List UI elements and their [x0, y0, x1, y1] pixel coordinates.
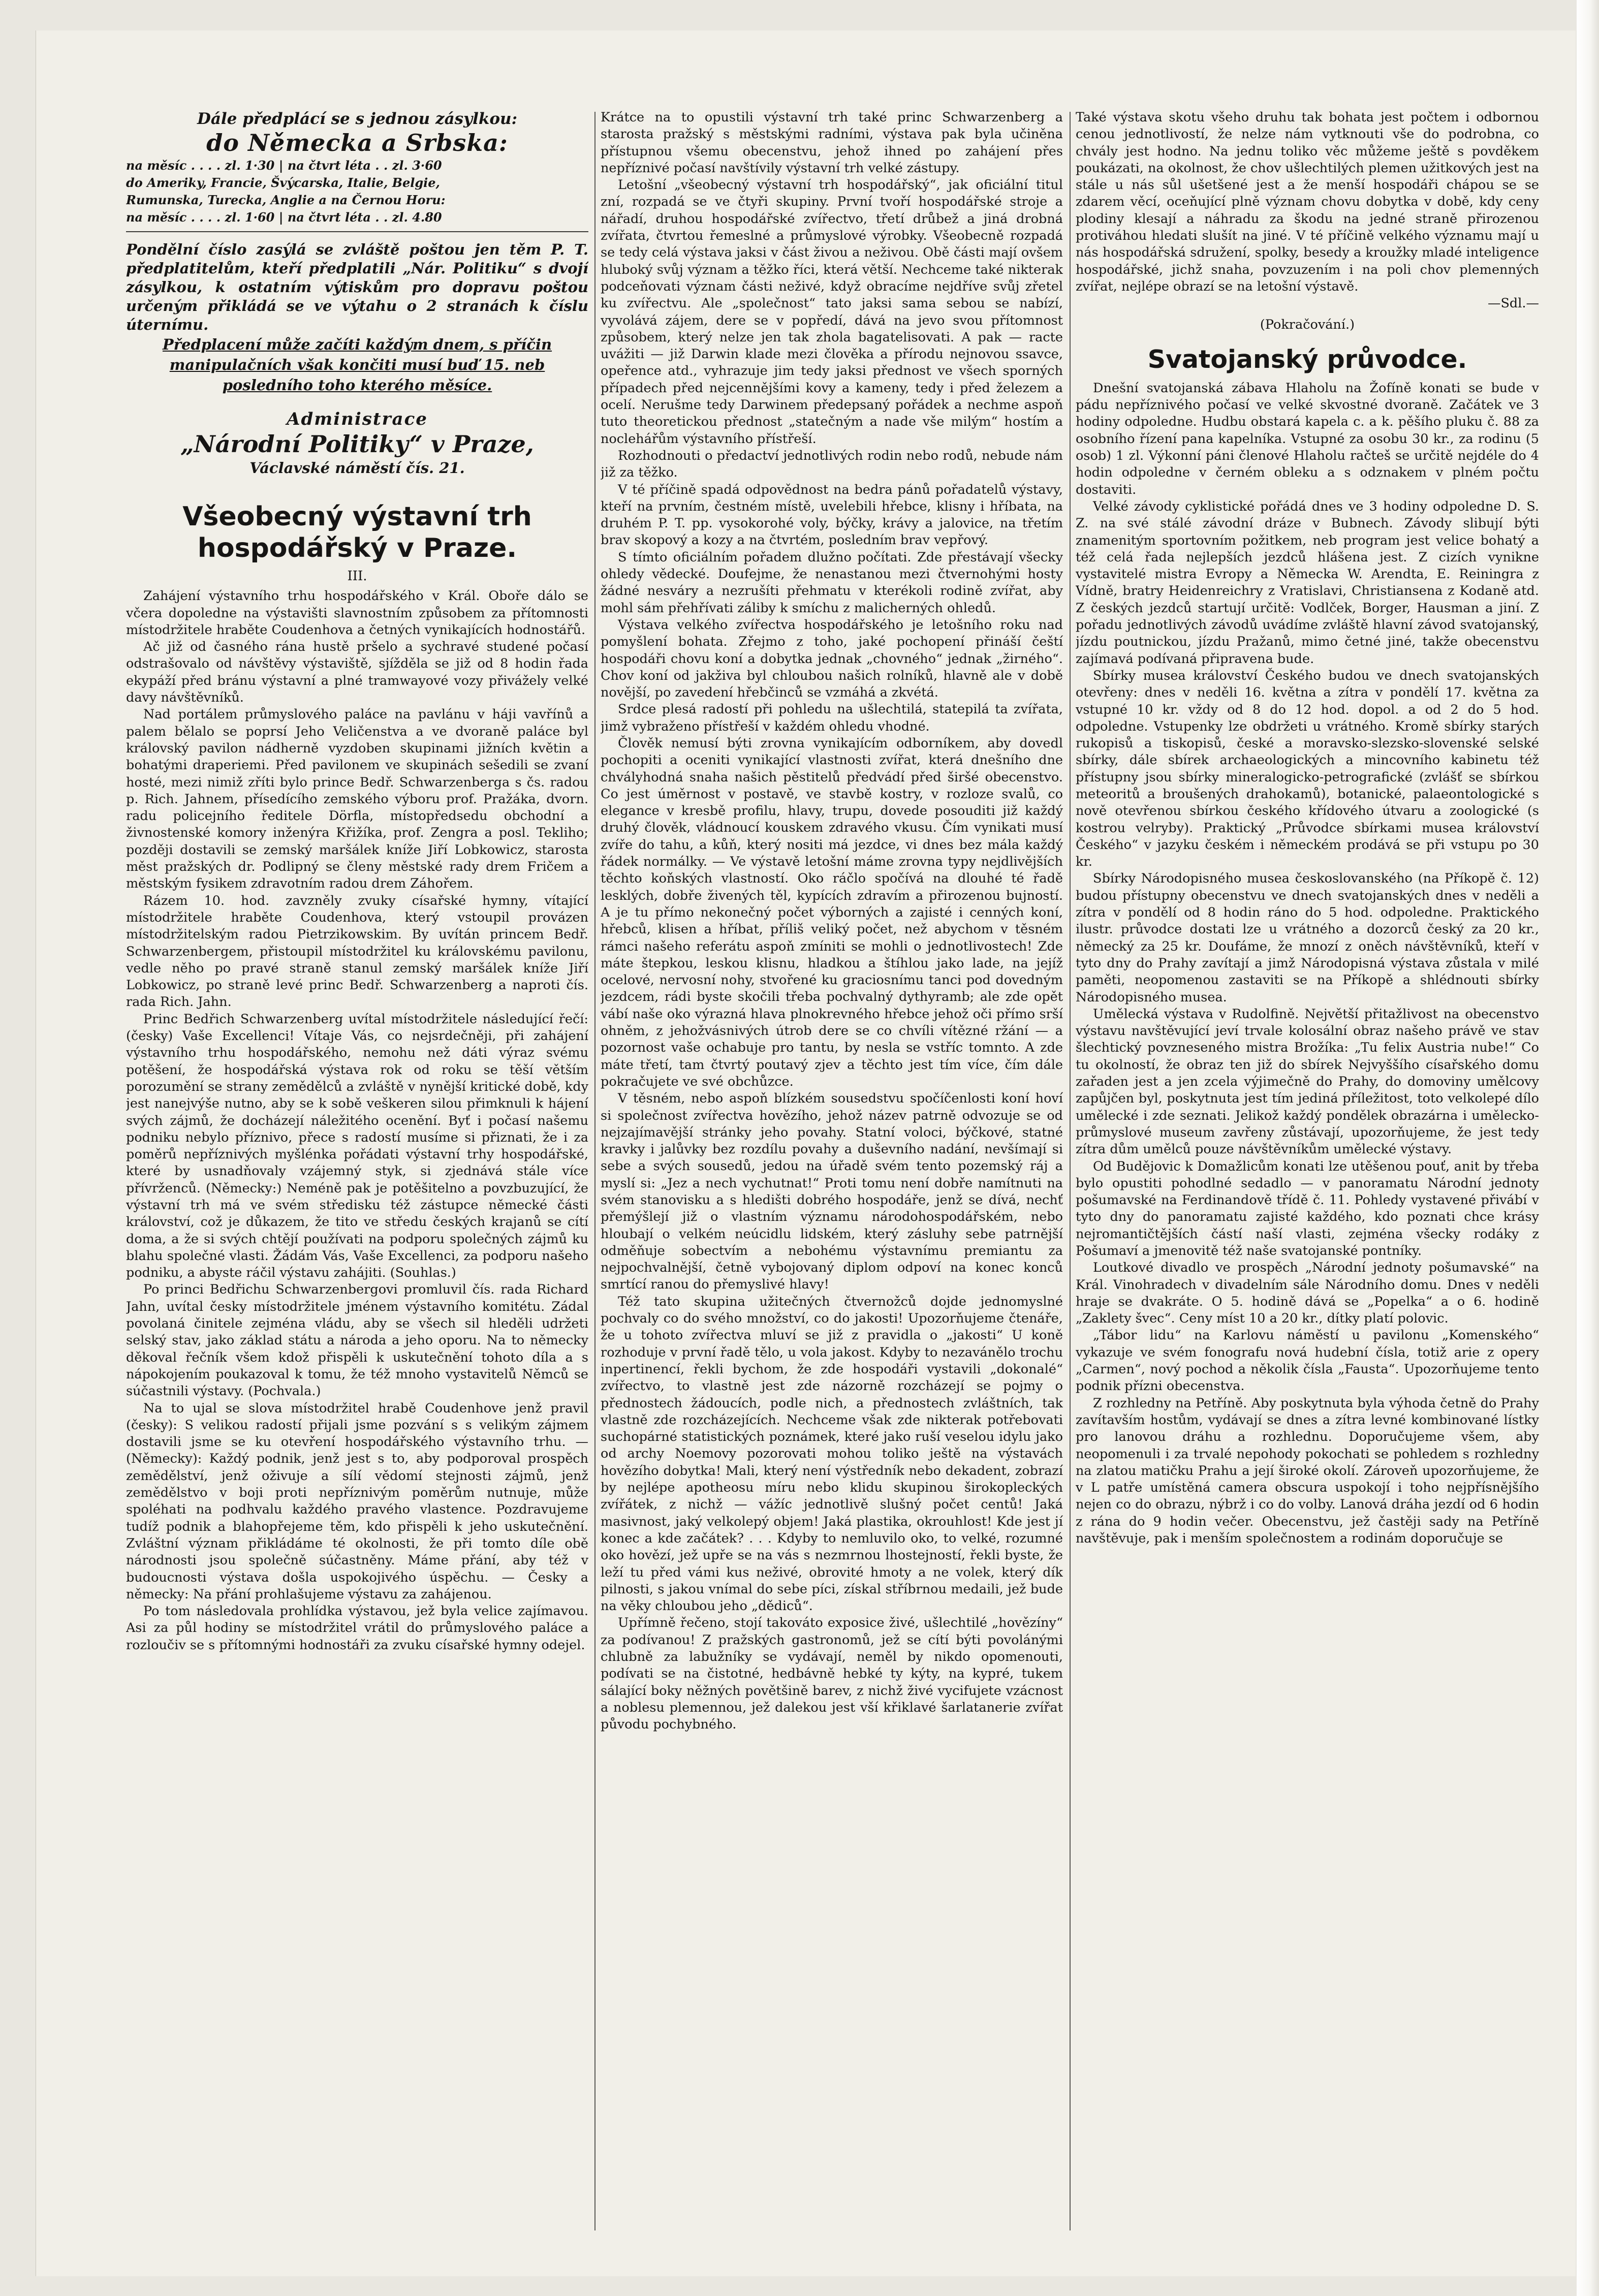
subscription-price-line: na měsíc . . . . zl. 1·30 | na čtvrt léta . . zl. 3·60 [126, 158, 442, 173]
article-signature: —Sdl.— [1487, 296, 1539, 311]
article-paragraph: „Tábor lidu“ na Karlovu náměstí u pavilonu „Komenského“ vykazuje ve svém fonografu nová hudební čísla, totiž arie z opery „Carmen“, nový pochod a několik čísla „Fausta“. Upozorňujeme tento podnik přízni obecenstva. [1076, 1328, 1539, 1394]
subscription-heading: do Německa a Srbska: [206, 129, 508, 156]
article-paragraph: Krátce na to opustili výstavní trh také princ Schwarzenberg a starosta pražský s městskými radními, výstava pak byla učiněna přístupnou všemu obecenstvu, jehož ihned po zahájení přes nepříznivé počasí navštívily výstavní trh velké zástupy. [601, 110, 1063, 176]
subscription-countries: Rumunska, Turecka, Anglie a na Černou Horu: [126, 193, 446, 207]
section-number: III. [347, 569, 367, 584]
article-paragraph: Rázem 10. hod. zavzněly zvuky císařské hymny, vítající místodržitele hraběte Coudenhova, který vstoupil provázen místodržitelským radou Pietrzikowskim. By uvítán princem Bedř. Schwarzenbergem, přistoupil místodržitel ku královskému pavilonu, vedle něho po pravé straně stanul zemský maršálek kníže Jiří Lobkowicz, po straně levé princ Bedř. Schwarzenberg a naproti čís. rada Rich. Jahn. [126, 893, 588, 1010]
subscription-box [126, 109, 588, 395]
divider [126, 231, 588, 232]
administration-name: „Národní Politiky“ v Praze, [180, 430, 534, 458]
article-paragraph: Od Budějovic k Domažlicům konati lze utěšenou pouť, anit by třeba bylo opustiti pohodlné sedadlo — v panoramatu Národní jednoty pošumavské na Ferdinandově třídě č. 11. Pohledy vystavené přivábí v tyto dny do panoramatu zajisté každého, kdo poznati chce krásy nejromantičtějších částí naší vlasti, zejména všecky rodáky z Pošumaví a jmenovitě též naše svatojanské pontníky. [1076, 1158, 1539, 1259]
article-paragraph: Po tom následovala prohlídka výstavou, jež byla velice zajímavou. Asi za půl hodiny se místodržitel vrátil do průmyslového paláce a rozloučiv se s přítomnými hodnostáři za zvuku císařské hymny odejel. [126, 1603, 588, 1653]
subscription-rule: manipulačních však končiti musí buď 15. neb [169, 356, 545, 373]
article-paragraph: Také výstava skotu všeho druhu tak bohata jest počtem i odbornou cenou jednotlivostí, že nelze nám vytknouti vše do podrobna, co chvály jest hodno. Na jednu toliko věc můžeme ještě s povděkem poukázati, na okolnost, že chov ušlechtilých plemen užitkových jest na stále u nás sůl ušetšené jest a že menší hospodáři chápou se se zdarem věcí, oceňující plně význam chovu dobytka v době, kdy ceny plodiny klesají a náhradu za škodu na jedné straně přirozenou protiváhou hledati slušít na jiné. V té příčině velkého významu mají u nás hospodářská sdružení, spolky, besedy a kroužky mladé inteligence hospodářské, jichž snaha, povzuzením i na poli chov plemenných zvířat, nejlépe obrazí se na letošní výstavě. [1076, 110, 1539, 294]
article-paragraph: Ač již od časného rána hustě pršelo a sychravé studené počasí odstrašovalo od návštěvy výstaviště, sjížděla se již od 8 hodin řada ekypáží před bránu výstavní a plné tramwayové vozy přivážely velké davy návštěvníků. [126, 639, 588, 706]
article-title: Svatojanský průvodce. [1147, 344, 1467, 374]
subscription-price-line: na měsíc . . . . zl. 1·60 | na čtvrt léta . . zl. 4.80 [126, 210, 442, 225]
article-paragraph: Sbírky Národopisného musea českoslovanského (na Příkopě č. 12) budou přístupny obecenstvu ve dnech svatojanských dnes v neděli a zítra v pondělí od 8 hodin ráno do 5 hod. odpoledne. Praktického ilustr. průvodce dostati lze u vrátného a dozorců český za 20 kr., německý za 25 kr. Doufáme, že mnozí z oněch návštěvníků, kteří v tyto dny do Prahy zavítají a jimž Národopisná výstava zůstala v milé paměti, neopomenou zastaviti se na Příkopě a shlédnouti sbírky Národopisného musea. [1076, 871, 1539, 1005]
administration-label: Administrace [287, 409, 428, 429]
article-paragraph: Umělecká výstava v Rudolfině. Největší přitažlivost na obecenstvo výstavu navštěvující jeví trvale kolosální obraz našeho právě ve stav šlechtický povzneseného mistra Brožíka: „Tu felix Austria nube!“ Co tu okolností, že obraz ten již do sbírek Nejvyššího císařského domu zařaden jest a jen zcela výjimečně do Prahy, do domoviny umělcovy zapůjčen byl, poskytnuta jest tím jediná příležitost, toto velkolepé dílo umělecké i zde seznati. Jelikož každý pondělek obrazárna i umělecko-průmyslové museum zavřeny zůstávají, upozorňujeme, že jest tedy zítra dům umělců pouze návštěvníkům umělecké výstavy. [1076, 1006, 1539, 1157]
subscription-countries: do Ameriky, Francie, Švýcarska, Italie, Belgie, [126, 175, 440, 190]
subscription-rule: Předplacení může začíti každým dnem, s příčin [162, 336, 552, 353]
article-paragraph: Z rozhledny na Petříně. Aby poskytnuta byla výhoda četně do Prahy zavítavším hostům, vydávají se dnes a zítra levné kombinované lístky pro lanovou dráhu a rozhlednu. Doporučujeme všem, aby neopomenuli i za trvalé nepohody pokochati se pohledem s rozhledny na zlatou matičku Prahu a její široké okolí. Zároveň upozorňujeme, že v L patře umístěná camera obscura uspokojí i toho nejpřísnějšího nejen co do obrazu, nýbrž i co do volby. Lanová dráha jezdí od 6 hodin z rána do 9 hodin večer. Obecenstvu, jež častěji sady na Petříně navštěvuje, pak i menším společnostem a rodinám doporučuje se [1076, 1395, 1539, 1547]
column-2 [601, 109, 1063, 2233]
article-paragraph: S tímto oficiálním pořadem dlužno počítati. Zde přestávají všecky ohledy vědecké. Doufejme, že nenastanou mezi čtvernohými hosty žádné nesváry a nezrušíti přehmatu v kterékoli rodině zvířat, aby mohl sám přehřívati záliby k smíchu z malicherných ohledů. [601, 549, 1063, 616]
article-paragraph: Sbírky musea království Českého budou ve dnech svatojanských otevřeny: dnes v neděli 16. května a zítra v pondělí 17. května za vstupné 10 kr. vždy od 8 do 12 hod. dopol. a od 2 do 5 hod. odpoledne. Vstupenky lze obdržeti u vrátného. Kromě sbírky starých rukopisů a tiskopisů, české a moravsko-slezsko-slovenské selské sbírky, dále sbírek archaeologických a mincovního kabinetu též přístupny jsou sbírky mineralogicko-petrografické (zvlášť se sbírkou meteoritů a broušených drahokamů), botanické, palaeontologické s nově otevřenou sbírkou českého křídového útvaru a zoologické (s kostrou velryby). Praktický „Průvodce sbírkami musea království Českého“ v jazyku českém i německém prodává se při vstupu po 30 kr. [1076, 668, 1539, 870]
article-paragraph: Po princi Bedřichu Schwarzenbergovi promluvil čís. rada Richard Jahn, uvítal česky místodržitele jménem výstavního komitétu. Zádal povolaná činitele zejména vládu, aby se všech sil hleděli udržeti selský stav, jako základ státu a národa a jeho oporu. Na to německy děkoval řečník všem kdož přispěli k uskutečnění tohoto díla a s nápokojením poukazoval k tomu, že též mnoho vystavitelů Němců se súčastnili výstavy. (Pochvala.) [126, 1282, 588, 1399]
article-paragraph: Výstava velkého zvířectva hospodářského je letošního roku nad pomyšlení bohata. Zřejmo z toho, jaké pochopení přináší čeští hospodáři chovu koní a dobytka jednak „chovného“ jednak „žirného“. Chov koní od jakživa byl chloubou našich rolníků, hlavně ale v době novější, po zavedení hřebčinců se vzmáhá a zkvétá. [601, 617, 1063, 701]
article-paragraph: Rozhodnouti o předactví jednotlivých rodin nebo rodů, nebude nám již za těžko. [601, 448, 1063, 481]
article-paragraph: Loutkové divadlo ve prospěch „Národní jednoty pošumavské“ na Král. Vinohradech v divadelním sále Národního domu. Dnes v neděli hraje se dvakráte. O 5. hodině dává se „Popelka“ a o 6. hodině „Zaklety švec“. Ceny míst 10 a 20 kr., dítky platí polovic. [1076, 1260, 1539, 1327]
administration-address: Václavské náměstí čís. 21. [249, 459, 465, 477]
article-paragraph: Princ Bedřich Schwarzenberg uvítal místodržitele následující řečí: (česky) Vaše Excellenci! Vítaje Vás, co nejsrdečněji, při zahájení výstavního trhu hospodářského, nemohu než dáti výraz svému potěšení, že hospodářská výstava rok od roku se těší větším porozumění se strany zemědělců a zvláště v nynější kritické době, kdy jest nanejvýše nutno, aby se k sobě veškeren silou přimknuli k hájení svých zájmů, že docházejí náležitého ocenění. Byť i počasí našemu podniku nebylo příznivo, přece s radostí musíme si přiznati, že i za poměrů nepříznivých myšlénka pořádati výstavní trhy hospodářské, které by usnadňovaly vzájemný styk, si zjednává stále více přívrženců. (Německy:) Neméně pak je potěšitelno a povzbuzující, že výstavní trh má ve svém středisku též zástupce německé části království, což je důkazem, že tito ve středu českých krajanů se cítí doma, a že si svých chtějí používati na podporu společných zájmů ku blahu společné vlasti. Žádám Vás, Vaše Excellenci, za podporu našeho podniku, a abyste ráčil výstavu zahájiti. (Souhlas.) [126, 1011, 588, 1281]
article-paragraph: Nad portálem průmyslového paláce na pavlánu v háji vavřínů a palem bělalo se poprsí Jeho Veličenstva a ve dvoraně paláce byl královský pavilon nádherně vyzdoben skupinami jižních květin a bohatými draperiemi. Před pavilonem ve skupinách sešedili se zvaní hosté, mezi nimiž zříti bylo prince Bedř. Schwarzenberga s čs. radou p. Rich. Jahnem, přísedícího zemského výboru prof. Pražáka, dvorn. radu policejního ředitele Dörfla, místopředsedu obchodní a živnostenské komory inženýra Křižíka, prof. Zengra a posl. Tekliho; později dostavili se zemský maršálek kníže Jiří Lobkowicz, starosta měst pražských dr. Podlipný se členy městské rady drem Fričem a městským fysikem zdravotním radou drem Záhořem. [126, 707, 588, 892]
column-rule [1070, 112, 1071, 2230]
article-paragraph: V té příčině spadá odpovědnost na bedra pánů pořadatelů výstavy, kteří na prvním, čestném místě, uvelebili hřebce, klisny i hříbata, na druhém P. T. pp. vysokorohé voly, býčky, krávy a jalovice, na třetím brav skopový a kozy a na čtvrtém, posledním brav vepřový. [601, 482, 1063, 548]
article-paragraph: Zahájení výstavního trhu hospodářského v Král. Oboře dálo se včera dopoledne na výstavišti slavnostním způsobem za přítomnosti místodržitele hraběte Coudenhova a četných vynikajících hodnostářů. [126, 588, 588, 638]
article-paragraph: Člověk nemusí býti zrovna vynikajícím odborníkem, aby dovedl pochopiti a oceniti vynikající vlastnosti zvířat, která dnešního dne chvályhodná snaha našich pěstitelů předvádí před širšé obecenstvo. Co jest úměrnost v postavě, ve stavbě kostry, v rozloze svalů, co elegance v kresbě profilu, hlavy, trupu, dovede posouditi již každý druhý člověk, vládnoucí kouskem zdravého vkusu. Čím vynikati musí zvíře do tahu, a kůň, který nositi má jezdce, vi dnes bez mála každý řádek normálky. — Ve výstavě letošní máme zrovna typy nejdlivějších těchto koňských vlastností. Oko ráčlo spočívá na dlouhé té řadě lesklých, dobře živených těl, kypících zdravím a přirozenou bujností. A je tu přímo nekonečný počet výborných a zajisté i cenných koní, hřebců, klisen a hříbat, příliš veliký počet, než abychom v těsném rámci našeho referátu aspoň zmíniti se mohli o jednotlivostech! Zde máte štepkou, leskou klisnu, hladkou a štíhlou jako lade, na jejíž ocelové, nervosní nohy, stvořené ku graciosnímu tanci pod dovedným jezdcem, rádi byste skočili třeba pochvalný dythyramb; ale zde opět vábí naše oko výrazná hlava plnokrevného hřebce jehož oči přímo srší ohněm, z jehožvásnivých útrob dere se co chvíli vítězné ržání — a pozornost vaše ochabuje pro tantu, by nesla se vstříc tomnto. A zde máte třetí, tam čtvrtý poutavý zjev a těchto jest tím více, čím dále pokračujete ve své obchůzce. [601, 735, 1063, 1089]
article-paragraph: Dnešní svatojanská zábava Hlaholu na Žofíně konati se bude v pádu nepříznivého počasí ve velké skvostné dvoraně. Začátek ve 3 hodiny odpoledne. Hudbu obstará kapela c. a k. pěšího pluku č. 88 za osobního řízení pana kapelníka. Vstupné za osobu 30 kr., za rodinu (5 osob) 1 zl. Výkonní páni členové Hlaholu račteš se určitě nejdéle do 4 hodin odpoledne v černém obleku a s odznakem v plném počtu dostaviti. [1076, 380, 1539, 497]
article-paragraph: Na to ujal se slova místodržitel hrabě Coudenhove jenž pravil (česky): S velikou radostí přijali jsme pozvání s s velikým zájmem dostavili jsme se ku otevření hospodářského výstavního trhu. — (Německy): Každý podnik, jenž jest s to, aby podporoval prospěch zemědělství, jenž oživuje a sílí vědomí stejnosti zájmů, jenž zemědělstvo v boji proti nepříznivým poměrům nutnuje, může spoléhati na podhvalu každého pravého vlastence. Pozdravujeme tudíž podnik a blahopřejeme těm, kdo přispěli k jeho uskutečnění. Zvláštní význam přikládáme té okolnosti, že při tomto díle obě národnosti jsou společně súčastněny. Máme přání, aby též v budoucnosti výstava došla uspokojivého úspěchu. — Česky a německy: Na přání prohlašujeme výstavu za zahájenou. [126, 1400, 588, 1602]
article-paragraph: Srdce plesá radostí při pohledu na ušlechtilá, statepilá ta zvířata, jimž vybraženo přístřeší v každém ohledu vhodné. [601, 702, 1063, 734]
article-paragraph: Též tato skupina užitečných čtvernožců dojde jednomyslné pochvaly co do svého množství, co do jakosti! Upozorňujeme čtenáře, že u tohoto zvířectva mluví se již z pravidla o „jakosti“ U koně rozhoduje v první řadě tělo, u vola jakost. Kdyby to nezavánělo trochu inpertinencí, řekli bychom, že zde hospodáři vystavili „dokonalé“ zvířectvo, to vlastně jest zde názorně rozcházejí se pojmy o přednostech žádoucích, podle nich, a přednostech zvláštních, tak vlastně zde rozcházejících. Nechceme však zde nikterak potřebovati suchopárné statistických poznámek, které jako ruší veselou idylu jako od archy Noemovy pozorovati mohou toliko ještě na výstavách hovězího dobytka! Mali, který není výstředník nebo dekadent, zobrazí by nejlépe apotheosu míru nebo klidu skupinou širokopleckých zvířátek, z nichž — vážíc jednotlivě slušný počet centů! Jaká masivnost, jaký velkolepý objem! Jaká plastika, okrouhlost! Kde jest jí konec a kde začátek? . . . Kdyby to nemluvilo oko, to velké, rozumné oko hovězí, jež upře se na vás s nezmrnou lhostejností, řekli byste, že leží tu před vámi kus neživé, obrovité hmoty a ne volek, který dík pilnosti, s jakou vnímal do sebe píci, získal stříbrnou medaili, jež bude na věky chloubou jeho „dědiců“. [601, 1294, 1063, 1614]
article-paragraph: Letošní „všeobecný výstavní trh hospodářský“, jak oficiální titul zní, rozpadá se ve čtyři skupiny. První tvoří hospodářské stroje a nářadí, druhou hospodářské zvířectvo, třetí drůbež a jiná drobná zvířata, čtvrtou řemeslné a průmyslové výrobky. Všeobecně rozpadá se tedy celá výstava jaksi v část živou a neživou. Obě části mají ovšem hluboký svůj význam a těžko říci, která větší. Nechceme také nikterak podceňovati význam části neživé, když obracíme nejdříve svůj zřetel ku zvířectvu. Ale „společnost“ tato jaksi sama sebou se nabízí, vyvolává zájem, dere se v popředí, dává na jevo svou přítomnost způsobem, který nelze jen tak zhola bagatelisovati. A pak — racte uvážiti — již Darwin klade mezi člověka a přírodu nejnovou ssavce, opeřence atd., vyhrazuje jim tedy jaksi přednost ve všech sporných případech před nejcennějšími kovy a kameny, tedy i před železem a ocelí. Nerušme tedy Darwinem předepsaný pořádek a nechme aspoň tuto theoretickou přednost „statečným a nade vše milým“ hostím a noclehářům výstavního přístřeší. [601, 177, 1063, 447]
article-paragraph: Upřímně řečeno, stojí takováto exposice živé, ušlechtilé „hovězíny“ za podívanou! Z pražských gastronomů, jež se cítí býti povolánými chlubně za labužníky se vydávají, neměl by nikdo opomenouti, podívati se na čistotné, hedbávně hebké ty kýty, na kypré, tukem sálající boky něžných povětšině barev, z nichž živé vycifujete vzácnost a noblesu plemennou, jež dalekou jest vší křiklavé šarlatanerie zvířat původu pochybného. [601, 1615, 1063, 1733]
article-paragraph: V těsném, nebo aspoň blízkém sousedstvu spočíčenlosti koní hoví si společnost zvířectva hovězího, jehož název patrně odvozuje se od nejzajímavější stránky jeho povahy. Statní voloci, býčkové, statné kravky i jalůvky bez rozdílu povahy a duševního nadání, nevšímají si sebe a svých sousedů, jedou na úřadě svém tento pozemský ráj a myslí si: „Jez a nech vychutnat!“ Proti tomu není dobře namítnuti na svém stanovisku a s hledišti dobrého hospodáře, jenž se dívá, nechť přemýšlejí již o vlastním významu národohospodářském, nebo hloubají o velkém neúcidlu lidském, který zásluhy sebe patrnější odměňuje sobectvím a nebohému výstavnímu premiantu za nejpochvalnější, četně vybojovaný diplom odpoví na konec konců smrtící ranou do přemyslivé hlavy! [601, 1091, 1063, 1293]
continued-note: (Pokračování.) [1260, 317, 1355, 332]
subscription-lead: Dále předplácí se s jednou zásylkou: [197, 110, 518, 128]
column-rule [594, 112, 595, 2230]
article-title: Všeobecný výstavní trh hospodářský v Praze. [182, 501, 532, 563]
subscription-rule: posledního toho kterého měsíce. [222, 376, 492, 394]
page-binding-edge [1577, 0, 1599, 2296]
column-3 [1076, 109, 1539, 2233]
subscription-notice: Pondělní číslo zasýlá se zvláště poštou jen těm P. T. předplatitelům, kteří předplatili „Nár. Politiku“ s dvojí zásylkou, k ostatním výtiskům pro dopravu poštou určeným přikládá se ve výtahu o 2 stranách k číslu úternímu. [126, 241, 588, 333]
article-paragraph: Velké závody cyklistické pořádá dnes ve 3 hodiny odpoledne D. S. Z. na své stálé závodní dráze v Bubnech. Závody slibují býti znamenitým sportovním požitkem, neb program jest velice bohatý a též celá řada nejlepších jezdců hlášena jest. Z cizích vynikne vystavitelé mistra Evropy a Německa W. Arendta, E. Reiningra z Vídně, bratry Heidenreichry z Vratislavi, Christiansena z Kodaně atd. Z českých jezdců startují určitě: Vodlček, Borger, Hausman a jiní. Z pořadu jednotlivých závodů uvádíme zvláště hlavní závod svatojanský, jízdu poutnickou, jízdu Pražanů, mimo četné jiné, takže obecenstvu zajímavá podívaná připravena bude. [1076, 498, 1539, 667]
column-1 [126, 109, 588, 2233]
